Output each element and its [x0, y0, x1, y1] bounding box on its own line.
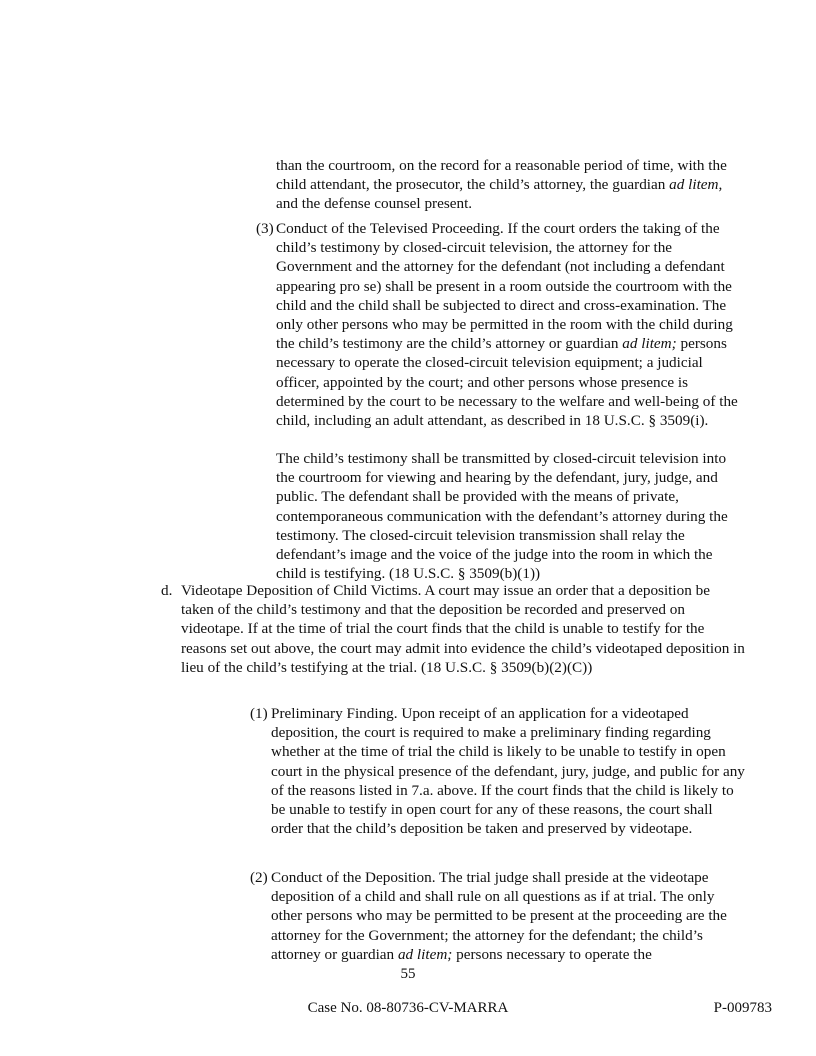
item-3-number: (3): [256, 220, 274, 237]
item-3-second-paragraph: The child’s testimony shall be transmitted by closed-circuit television into the courtroom for viewing and hearing by the defendant, jury, judge, and public. The defendant shall be provided with the means of private, contemporaneous communication with the defendant’s attorney during the testimony. The closed-circuit television transmission shall relay the defendant’s image and the voice of the judge into the room in which the child is testifying. (18 U.S.C. § 3509(b)(1)): [276, 450, 728, 583]
bates-number: P-009783: [713, 1000, 772, 1016]
text-run: Conduct of the Deposition. The trial judge shall preside at the videotape deposition of a child and shall rule on all questions as if at trial. The only other persons who may be permitted to be present at the proceeding are the attorney for the Government; the attorney for the defendant; the child’s attorney or guardian: [271, 869, 727, 963]
text-run: persons necessary to operate the closed-circuit television equipment; a judicial officer, appointed by the court; and other persons whose presence is determined by the court to be necessary to the welfare and well-being of the child, including an adult attendant, as described in 18 U.S.C. § 3509(i).: [276, 335, 738, 430]
italic-text: ad litem;: [622, 335, 677, 353]
italic-text: ad litem;: [397, 945, 453, 963]
case-number: Case No. 08-80736-CV-MARRA: [307, 1000, 509, 1016]
text-run: Conduct of the Televised Proceeding. If the court orders the taking of the child’s testimony by closed-circuit television, the attorney for the Government and the attorney for the defendant (not including a defendant appearing pro se) shall be present in a room outside the courtroom with the child and the child shall be subjected to direct and cross-examination. The only other persons who may be permitted in the room with the child during the child’s testimony are the child’s attorney or guardian: [276, 220, 733, 353]
item-d1-paragraph: Preliminary Finding. Upon receipt of an application for a videotaped deposition, the court is required to make a preliminary finding regarding whether at the time of trial the child is likely to be unable to testify in open court in the physical presence of the defendant, jury, judge, and public for any of the reasons listed in 7.a. above. If the court finds that the child is likely to be unable to testify in open court for any of these reasons, the court shall order that the child’s deposition be taken and preserved by videotape.: [271, 705, 745, 838]
item-d-letter: d.: [161, 582, 173, 599]
continued-paragraph: [276, 156, 746, 214]
item-d-paragraph: Videotape Deposition of Child Victims. A court may issue an order that a deposition be taken of the child’s testimony and that the deposition be recorded and preserved on videotape. If at the time of trial the court finds that the child is unable to testify for the reasons set out above, the court may admit into evidence the child’s videotaped deposition in lieu of the child’s testifying at the trial. (18 U.S.C. § 3509(b)(2)(C)): [181, 582, 745, 676]
text-run: than the courtroom, on the record for a reasonable period of time, with the child attendant, the prosecutor, the child’s attorney, the guardian: [276, 157, 727, 194]
item-d2-number: (2): [250, 869, 268, 886]
text-run: persons necessary to operate the: [452, 945, 652, 963]
text-run: and the defense counsel present.: [276, 195, 473, 213]
page-number: 55: [400, 966, 416, 982]
item-3-paragraph: [276, 219, 746, 430]
item-d2-paragraph: [271, 868, 746, 964]
italic-text: ad litem,: [669, 176, 723, 194]
item-d1-number: (1): [250, 705, 268, 722]
